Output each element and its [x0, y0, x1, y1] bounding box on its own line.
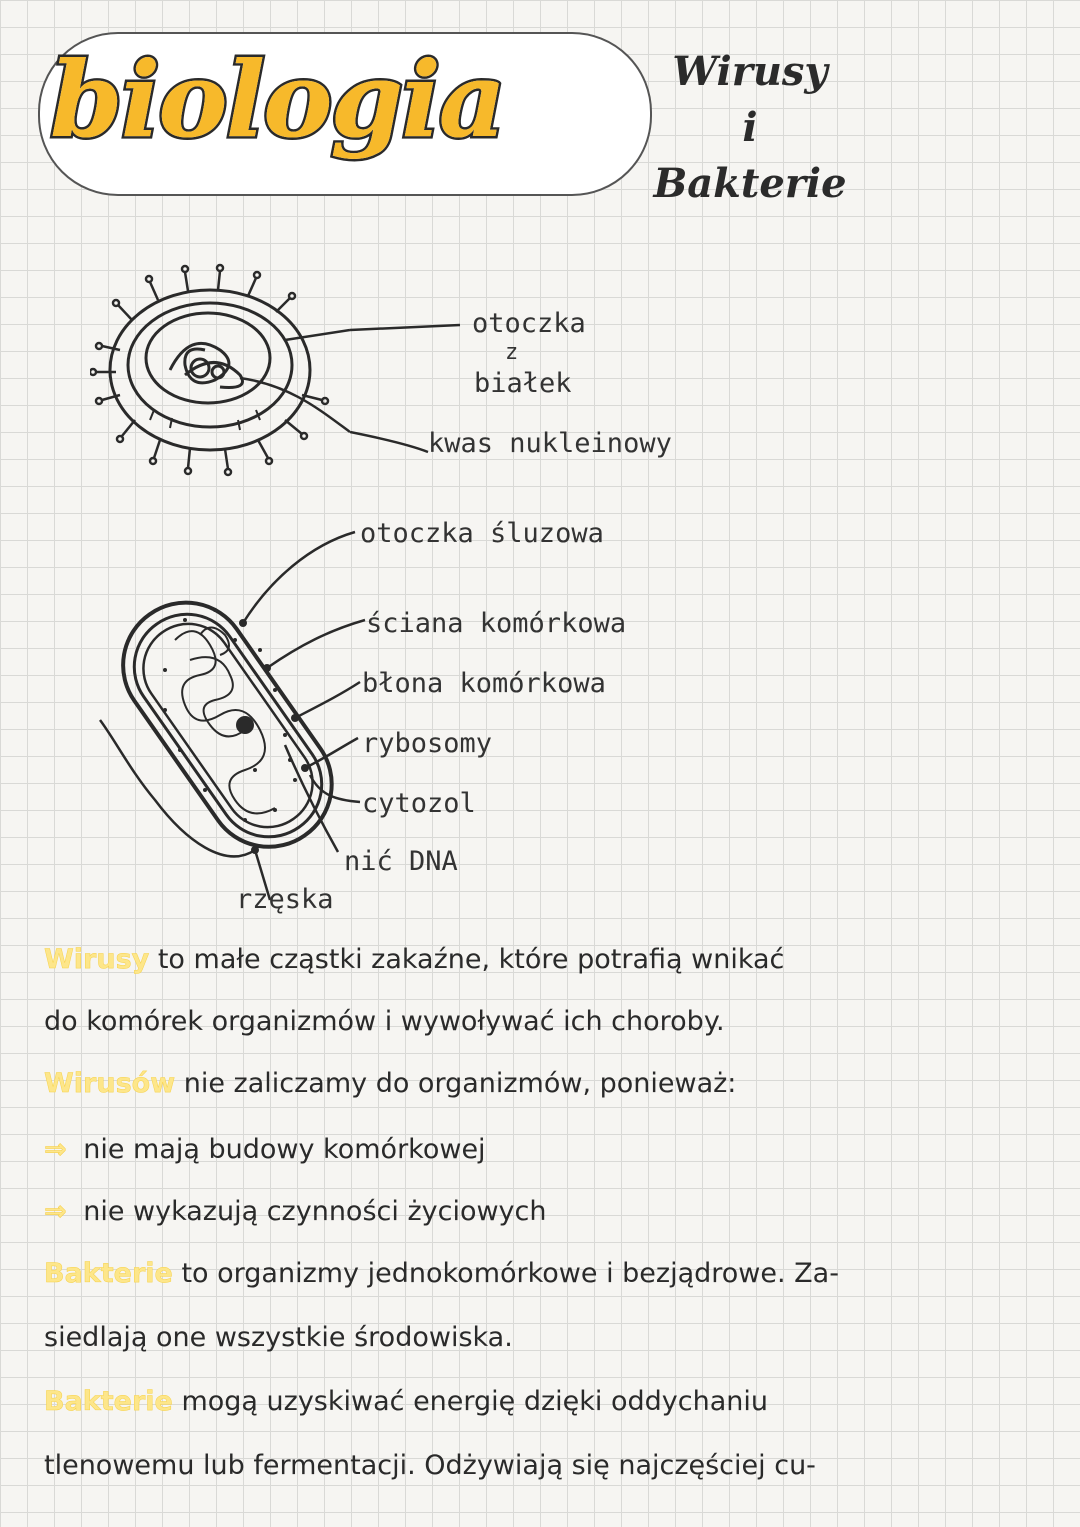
label-cell-membrane: błona komórkowa — [362, 668, 606, 699]
label-dna: nić DNA — [344, 846, 458, 877]
paragraph-3-line-2: siedlają one wszystkie środowiska. — [44, 1322, 513, 1353]
paragraph-1-line-1 — [44, 944, 784, 975]
bullet-1-text: nie mają budowy komórkowej — [83, 1134, 486, 1165]
label-envelope-line-2: z — [505, 340, 519, 365]
paragraph-4-line-1 — [44, 1386, 768, 1417]
paragraph-4-line-2: tlenowemu lub fermentacji. Odżywiają się najczęściej cu- — [44, 1450, 816, 1481]
paragraph-1-line-2: do komórek organizmów i wywoływać ich choroby. — [44, 1006, 725, 1037]
subtitle-line-1: Wirusy — [672, 48, 828, 95]
label-ribosomes: rybosomy — [362, 728, 493, 759]
bullet-1 — [44, 1134, 486, 1165]
highlight-bakterie: Bakterie — [44, 1258, 173, 1289]
label-envelope-line-1: otoczka — [472, 308, 586, 339]
label-flagellum: rzęska — [236, 884, 334, 915]
label-cytosol: cytozol — [362, 788, 476, 819]
paragraph-3-line-1 — [44, 1258, 839, 1289]
label-cell-wall: ściana komórkowa — [366, 608, 627, 639]
subtitle — [600, 44, 900, 212]
bullet-2-text: nie wykazują czynności życiowych — [83, 1196, 547, 1227]
paragraph-2 — [44, 1068, 736, 1099]
subtitle-line-2: i — [742, 104, 758, 151]
highlight-bakterie-2: Bakterie — [44, 1386, 173, 1417]
paragraph-2-text: nie zaliczamy do organizmów, ponieważ: — [183, 1068, 737, 1099]
label-envelope-line-3: białek — [474, 368, 572, 399]
highlight-wirusy: Wirusy — [44, 944, 150, 975]
paragraph-1-line-1-text: to małe cząstki zakaźne, które potrafią wnikać — [157, 944, 785, 975]
paragraph-4-line-1-text: mogą uzyskiwać energię dzięki oddychaniu — [181, 1386, 769, 1417]
arrow-icon: ⇒ — [44, 1134, 67, 1165]
bullet-2 — [44, 1196, 546, 1227]
highlight-wirusow: Wirusów — [44, 1068, 176, 1099]
arrow-icon: ⇒ — [44, 1196, 67, 1227]
label-nucleic-acid: kwas nukleinowy — [428, 428, 672, 459]
title-sticker — [30, 20, 650, 200]
subtitle-line-3: Bakterie — [653, 160, 847, 207]
label-capsule: otoczka śluzowa — [360, 518, 604, 549]
virus-drawing — [90, 260, 350, 490]
page-title: biologia — [50, 38, 505, 161]
paragraph-3-line-1-text: to organizmy jednokomórkowe i bezjądrowe. Za- — [181, 1258, 839, 1289]
